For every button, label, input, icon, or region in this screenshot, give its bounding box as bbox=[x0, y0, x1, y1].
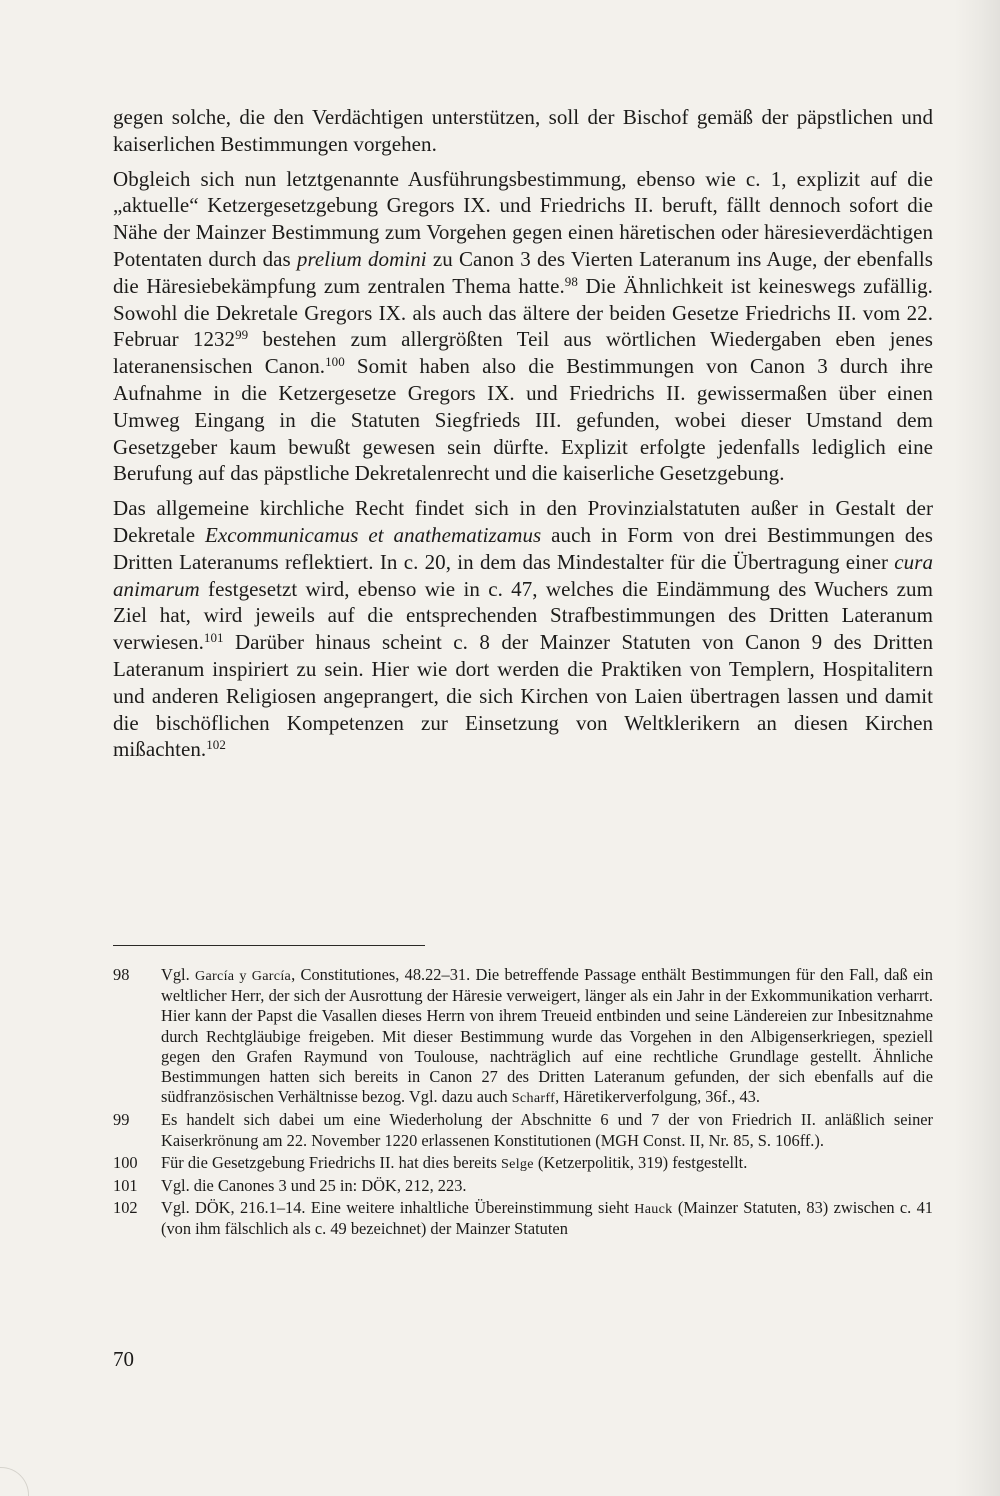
paragraph-2-text: Die Ähnlichkeit ist keineswegs zufällig. Sowohl die Dekretale Gregors IX. als auch das ältere der beiden Gesetze Friedrichs II. vom 22. Februar 1232 bbox=[113, 273, 933, 352]
paragraph-2-text: Somit haben also die Bestimmungen von Canon 3 durch ihre Aufnahme in die Ketzergesetze Gregors IX. und Friedrichs II. gewissermaßen über einen Umweg Eingang in die Statuten Siegfrieds III. gefunden, wobei dieser Umstand dem Gesetzgeber kaum bewußt gewesen sein dürfte. Explizit erfolgte jedenfalls lediglich eine Berufung auf das päpstliche Dekretalenrecht und die kaiserliche Gesetzgebung. bbox=[113, 354, 933, 486]
author-name: Hauck bbox=[634, 1201, 673, 1218]
paragraph-2-text: zu Canon 3 des Vierten Lateranum ins Auge, der ebenfalls die Häresiebekämpfung zum zentralen Thema hatte. bbox=[113, 246, 933, 298]
paragraph-3-text: Das allgemeine kirchliche Recht findet sich in den Provinzialstatuten außer in Gestalt der Dekretale bbox=[113, 496, 933, 547]
paragraph-3 bbox=[113, 495, 933, 763]
author-name: Scharff bbox=[511, 1090, 556, 1107]
page-corner-curl bbox=[0, 1467, 29, 1496]
footnote-text: Für die Gesetzgebung Friedrichs II. hat dies bereits bbox=[161, 1152, 502, 1172]
footnote-number: 99 bbox=[113, 1110, 130, 1130]
footnotes bbox=[113, 965, 933, 1242]
author-name: García y García bbox=[195, 968, 292, 984]
italic-term: prelium domini bbox=[296, 246, 427, 271]
footnote-ref: 102 bbox=[206, 737, 226, 753]
italic-term: Excommunicamus et anathematizamus bbox=[204, 522, 542, 547]
footnote-ref: 98 bbox=[564, 273, 578, 289]
footnote-100 bbox=[113, 1153, 933, 1174]
page-number: 70 bbox=[113, 1347, 134, 1371]
paragraph-2 bbox=[113, 166, 933, 488]
footnote-text: Vgl. bbox=[161, 965, 195, 984]
paragraph-2-text: bestehen zum allergrößten Teil aus wörtlichen Wiedergaben eben jenes lateranensischen Canon. bbox=[113, 327, 933, 379]
footnote-text: , Constitutiones, 48.22–31. Die betreffende Passage enthält Bestimmungen für den Fall, daß ein weltlicher Herr, der sich der Ausrottung der Häresie verweigert, länger als ein Jahr in der Exkommunikation verharrt. Hier kann der Papst die Vasallen dieses Herrn von ihrem Treueid entbinden und seine Ländereien zur Inbesitznahme durch Rechtgläubige freigeben. Mit dieser Bestimmung wurde das Vorgehen in den Albigenserkriegen, speziell gegen den Grafen Raymund von Toulouse, nachträglich auf eine rechtliche Grundlage gestellt. Ähnliche Bestimmungen hatten sich bereits in Canon 27 des Dritten Lateranum gefunden, der sich ebenfalls auf die südfranzösischen Verhältnisse bezog. Vgl. dazu auch bbox=[161, 965, 933, 1107]
footnote-separator bbox=[113, 945, 425, 946]
author-name: Selge bbox=[501, 1155, 534, 1172]
footnote-101 bbox=[113, 1176, 933, 1196]
footnote-number: 98 bbox=[113, 965, 130, 984]
footnote-text: Vgl. die Canones 3 und 25 in: DÖK, 212, 223. bbox=[161, 1176, 467, 1196]
italic-term: cura animarum bbox=[113, 549, 933, 601]
page-edge-shadow bbox=[954, 0, 1000, 1496]
footnote-98 bbox=[113, 965, 933, 1108]
footnote-number: 101 bbox=[113, 1176, 138, 1196]
paragraph-1 bbox=[113, 104, 933, 158]
footnote-ref: 99 bbox=[235, 327, 249, 343]
footnote-ref: 101 bbox=[203, 630, 224, 646]
footnote-text: , Häretikerverfolgung, 36f., 43. bbox=[555, 1087, 760, 1107]
main-text bbox=[113, 104, 933, 771]
footnote-102 bbox=[113, 1198, 933, 1239]
footnote-ref: 100 bbox=[325, 354, 345, 370]
footnote-number: 102 bbox=[113, 1198, 138, 1218]
paragraph-2-text: Obgleich sich nun letztgenannte Ausführungsbestimmung, ebenso wie c. 1, explizit auf die „aktuelle“ Ketzergesetzgebung Gregors IX. und Friedrichs II. beruft, fällt dennoch sofort die Nähe der Mainzer Bestimmung zum Vorgehen gegen einen häretischen oder häresieverdächtigen Potentaten durch das bbox=[113, 166, 933, 271]
paragraph-3-text: festgesetzt wird, ebenso wie in c. 47, welches die Eindämmung des Wuchers zum Ziel hat, wird jeweils auf die entsprechenden Strafbestimmungen des Dritten Lateranum verwiesen. bbox=[113, 576, 933, 655]
paragraph-3-text: auch in Form von drei Bestimmungen des Dritten Lateranums reflektiert. In c. 20, in dem das Mindestalter für die Übertragung einer bbox=[113, 522, 933, 574]
footnote-number: 100 bbox=[113, 1152, 138, 1172]
footnote-text: Es handelt sich dabei um eine Wiederholung der Abschnitte 6 und 7 der von Friedrich II. anläßlich seiner Kaiserkrönung am 22. November 1220 erlassenen Konstitutionen (MGH Const. II, Nr. 85, S. 106ff.). bbox=[161, 1110, 933, 1150]
footnote-99 bbox=[113, 1110, 933, 1150]
paragraph-1-text: gegen solche, die den Verdächtigen unterstützen, soll der Bischof gemäß der päpstlichen und kaiserlichen Bestimmungen vorgehen. bbox=[113, 105, 933, 156]
footnote-text: Vgl. DÖK, 216.1–14. Eine weitere inhaltliche Übereinstimmung sieht bbox=[161, 1198, 635, 1218]
footnote-text: (Mainzer Statuten, 83) zwischen c. 41 (von ihm fälschlich als c. 49 bezeichnet) der Mainzer Statuten bbox=[161, 1198, 933, 1239]
footnote-text: (Ketzerpolitik, 319) festgestellt. bbox=[533, 1152, 748, 1172]
paragraph-3-text: Darüber hinaus scheint c. 8 der Mainzer Statuten von Canon 9 des Dritten Lateranum inspiriert zu sein. Hier wie dort werden die Praktiken von Templern, Hospitalitern und anderen Religiosen angeprangert, die sich Kirchen von Laien übertragen lassen und damit die bischöflichen Kompetenzen zur Einsetzung von Weltklerikern an diesen Kirchen mißachten. bbox=[113, 630, 933, 762]
